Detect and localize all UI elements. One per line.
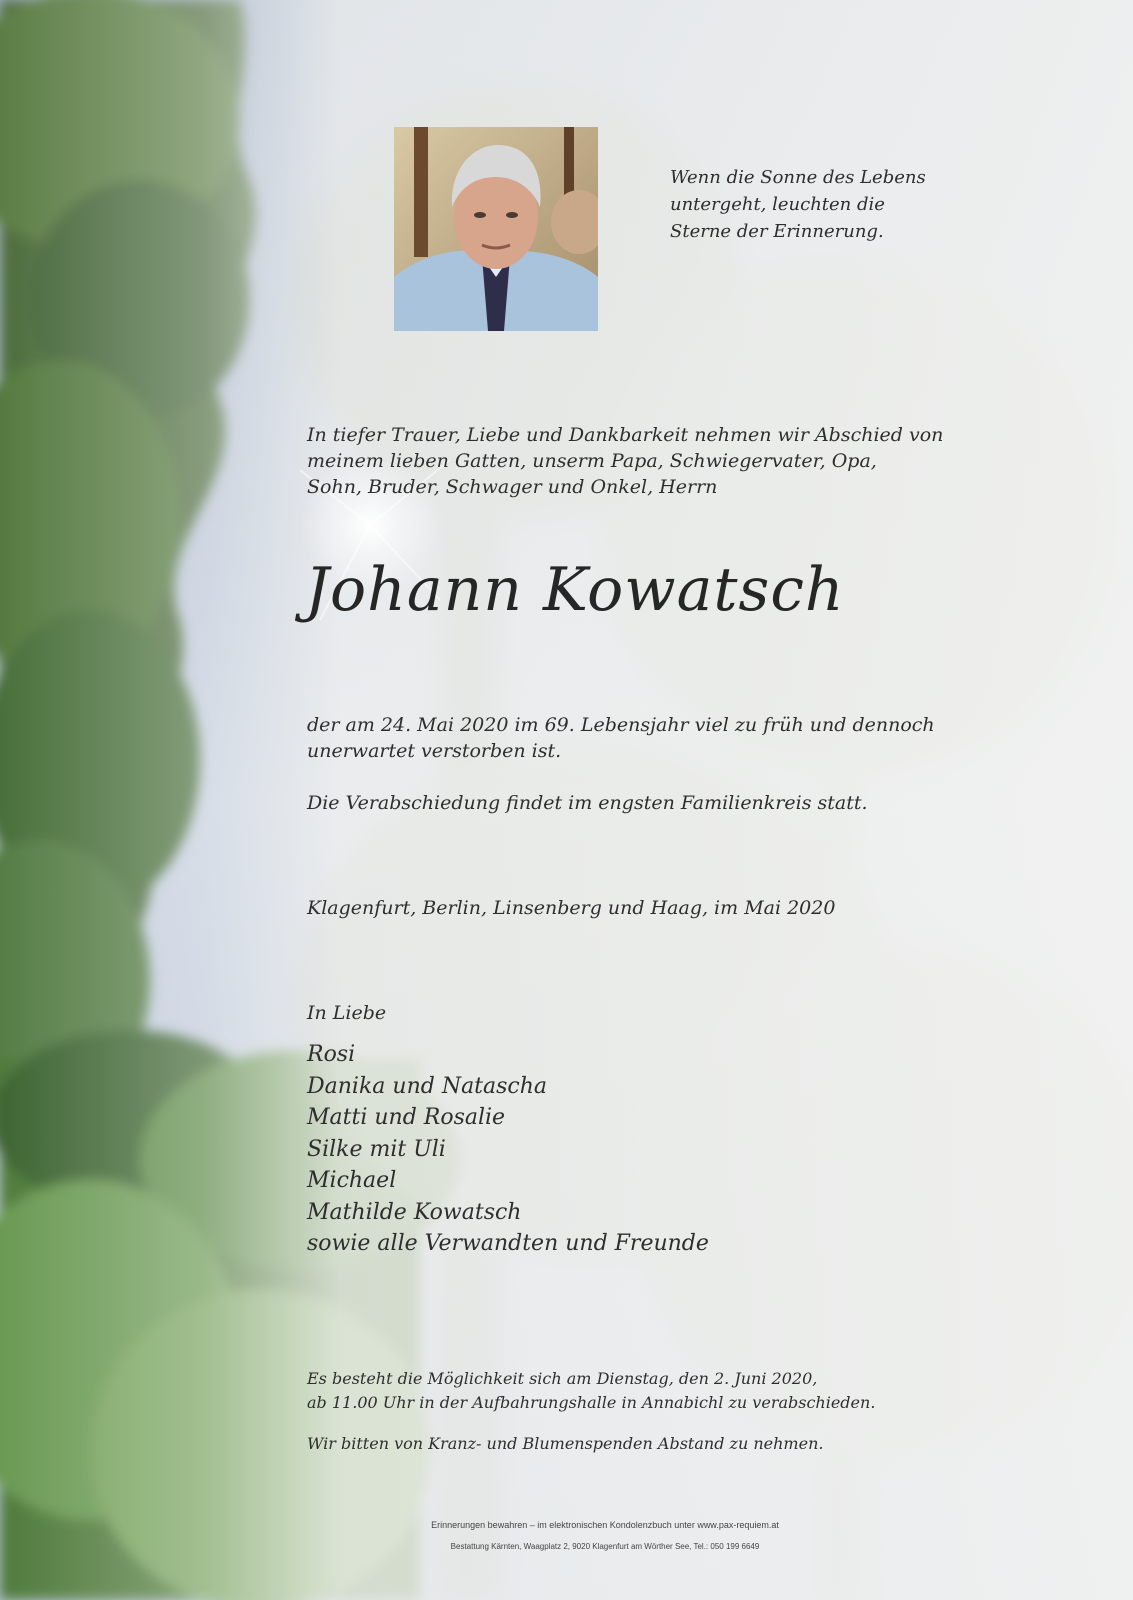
death-notice-line: unerwartet verstorben ist.	[307, 740, 562, 762]
death-notice-line: der am 24. Mai 2020 im 69. Lebensjahr viel zu früh und dennoch	[307, 714, 935, 736]
quote-line: Wenn die Sonne des Lebens	[670, 167, 926, 188]
viewing-line: Es besteht die Möglichkeit sich am Dienstag, den 2. Juni 2020,	[307, 1369, 818, 1388]
mourner-entry: Rosi	[307, 1042, 356, 1067]
mourner-entry: sowie alle Verwandten und Freunde	[307, 1231, 709, 1256]
memorial-quote	[670, 164, 1000, 245]
portrait-photo	[394, 127, 598, 331]
mourner-entry: Silke mit Uli	[307, 1136, 446, 1162]
deceased-name: Johann Kowatsch	[305, 555, 845, 625]
quote-line: untergeht, leuchten die	[670, 194, 885, 215]
wreath-note: Wir bitten von Kranz- und Blumenspenden Abstand zu nehmen.	[307, 1434, 824, 1453]
viewing-info	[307, 1367, 875, 1415]
mourner-entry: Michael	[307, 1168, 397, 1193]
intro-line: meinem lieben Gatten, unserm Papa, Schwiegervater, Opa,	[307, 450, 877, 472]
place-date: Klagenfurt, Berlin, Linsenberg und Haag, im Mai 2020	[307, 897, 836, 919]
death-notice	[307, 712, 935, 764]
footer-condolence-line: Erinnerungen bewahren – im elektronischen Kondolenzbuch unter www.pax-requiem.at	[431, 1520, 779, 1530]
intro-line: In tiefer Trauer, Liebe und Dankbarkeit nehmen wir Abschied von	[307, 424, 944, 446]
footer-address-line: Bestattung Kärnten, Waagplatz 2, 9020 Klagenfurt am Wörther See, Tel.: 050 199 6649	[450, 1542, 760, 1551]
quote-line: Sterne der Erinnerung.	[670, 221, 884, 242]
mourners-list	[307, 1039, 709, 1260]
mourner-entry: Danika und Natascha	[307, 1073, 548, 1099]
intro-text	[307, 422, 943, 500]
signoff: In Liebe	[307, 1002, 387, 1024]
mourner-entry: Mathilde Kowatsch	[307, 1199, 522, 1225]
farewell-notice: Die Verabschiedung findet im engsten Familienkreis statt.	[307, 792, 868, 814]
mourner-entry: Matti und Rosalie	[307, 1105, 506, 1130]
intro-line: Sohn, Bruder, Schwager und Onkel, Herrn	[307, 476, 718, 498]
viewing-line: ab 11.00 Uhr in der Aufbahrungshalle in Annabichl zu verabschieden.	[307, 1393, 876, 1412]
